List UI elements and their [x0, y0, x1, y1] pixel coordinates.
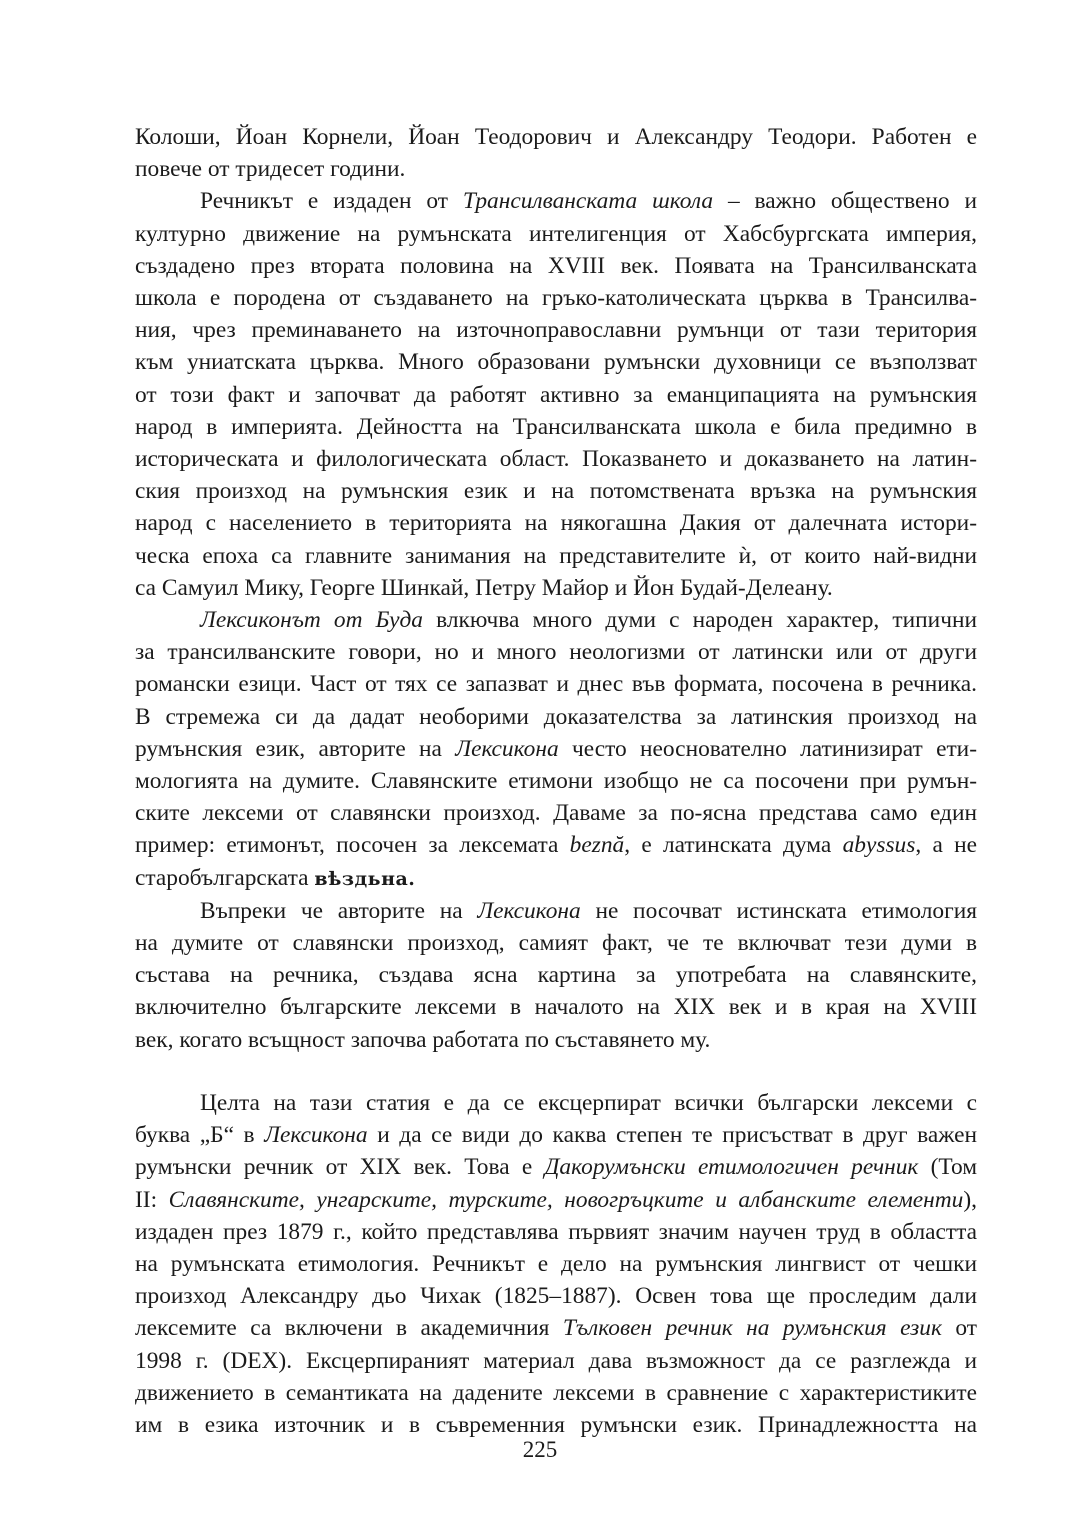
text-line: повече от тридесет години.: [135, 156, 406, 183]
text-line: мологията на думите. Славянските етимони изобщо не са посочени при румън-: [135, 768, 977, 795]
text-line: школа е породена от създаването на гръко-католическата църква в Трансилва-: [135, 285, 977, 312]
text-line: издаден през 1879 г., който представлява първият значим научен труд в областта: [135, 1218, 977, 1245]
text-line: движението в семантиката на дадените лексеми в сравнение с характеристиките: [135, 1379, 977, 1406]
paragraph-5: [135, 1087, 977, 1441]
text-line: румънския език, авторите на Лексикона често неоснователно латинизират ети-: [135, 735, 977, 762]
text-line: В стремежа си да дадат необорими доказателства за латинския произход на: [135, 703, 977, 730]
text-line: към униатската църква. Много образовани румънски духовници се възползват: [135, 349, 977, 376]
text-line: II: Славянските, унгарските, турските, новогръцките и албанските елементи),: [135, 1186, 977, 1213]
work-title: Лексикона: [477, 897, 581, 924]
text-line: им в езика източник и в съвременния румънски език. Принадлежността на: [135, 1411, 977, 1438]
text-line: ния, чрез преминаването на източноправославни румънци от тази територия: [135, 317, 977, 344]
text-line: Колоши, Йоан Корнели, Йоан Теодорович и Александру Теодори. Работен е: [135, 124, 977, 150]
old-bulgarian-word: вѣздьна.: [314, 867, 416, 890]
text-line: 1998 г. (DEX). Ексцерпираният материал дава възможност да се разглежда и: [135, 1347, 977, 1374]
text-line: създадено през втората половина на XVIII век. Появата на Трансилванската: [135, 252, 977, 279]
text-line: от този факт и започват да работят активно за еманципацията на румънския: [135, 381, 977, 408]
text-line: румънски речник от XIX век. Това е Дакорумънски етимологичен речник (Том: [135, 1154, 978, 1181]
work-title: Тълковен речник на румънския език: [562, 1315, 942, 1342]
text-line: културно движение на румънската интелигенция от Хабсбургската империя,: [135, 220, 977, 247]
text-line: Въпреки че авторите на Лексикона не посочват истинската етимология: [200, 897, 977, 924]
work-title: Лексикона: [264, 1122, 368, 1149]
text-line: буква „Б“ в Лексикона и да се види до каква степен те присъстват в друг важен: [135, 1122, 977, 1149]
paragraph-4: [135, 895, 977, 1056]
text-line: Лексиконът от Буда влкючва много думи с народен характер, типични: [200, 607, 977, 634]
text-line: ския произход на румънския език и на потомствената връзка на румънския: [135, 478, 977, 505]
text-line: пример: етимонът, посочен за лексемата beznă, е латинската дума abyssus, а не: [135, 832, 977, 859]
paragraph-2: [135, 185, 977, 604]
romanian-word: beznă: [569, 832, 625, 859]
school-name: Трансилванската школа: [462, 188, 714, 215]
text-line: на румънската етимология. Речникът е дело на румънския лингвист от чешки: [135, 1250, 977, 1277]
text-line: включително българските лексеми в началото на XIX век и в края на XVIII: [135, 994, 977, 1021]
work-title: Лексикона: [455, 735, 559, 762]
text-line: народ в империята. Дейността на Трансилванската школа е била предимно в: [135, 413, 977, 440]
text-line: ските лексеми от славянски произход. Даваме за по-ясна представа само един: [135, 800, 977, 827]
text-line: на думите от славянски произход, самият факт, че те включват тези думи в: [135, 930, 977, 957]
text-line: за трансилванските говори, но и много неологизми от латински или от други: [135, 639, 977, 666]
text-line: романски езици. Част от тях се запазват и днес във формата, посочена в речника.: [135, 671, 977, 698]
text-line: ческа епоха са главните занимания на представителите ѝ, от които най-видни: [135, 542, 977, 569]
text-line: старобългарската вѣздьна.: [135, 864, 416, 891]
text-line: състава на речника, създава ясна картина за употребата на славянските,: [135, 962, 977, 989]
text-line: Речникът е издаден от Трансилванската школа – важно обществено и: [200, 188, 977, 215]
work-title: Дакорумънски етимологичен речник: [544, 1154, 919, 1181]
text-line: са Самуил Мику, Георге Шинкай, Петру Майор и Йон Будай-Делеану.: [135, 574, 833, 601]
page-number: 225: [522, 1437, 558, 1462]
work-title: Лексиконът от Буда: [200, 607, 423, 634]
paragraph-3: [135, 604, 977, 895]
text-line: лексемите са включени в академичния Тълковен речник на румънския език от: [135, 1315, 977, 1342]
text-line: век, когато всъщност започва работата по съставянето му.: [135, 1026, 711, 1053]
text-line: историческата и филологическата област. Показването и доказването на латин-: [135, 446, 977, 473]
paragraph-1: [135, 121, 977, 185]
text-line: народ с населението в територията на някогашна Дакия от далечната истори-: [135, 510, 977, 537]
latin-word: abyssus: [842, 832, 916, 859]
body-text: [135, 121, 977, 1441]
text-line: Целта на тази статия е да се ексцерпират всички български лексеми с: [200, 1089, 977, 1116]
text-line: произход Александру дьо Чихак (1825–1887). Освен това ще проследим дали: [135, 1283, 977, 1310]
volume-subtitle: Славянските, унгарските, турските, новогръцките и албанските елементи: [168, 1186, 964, 1213]
